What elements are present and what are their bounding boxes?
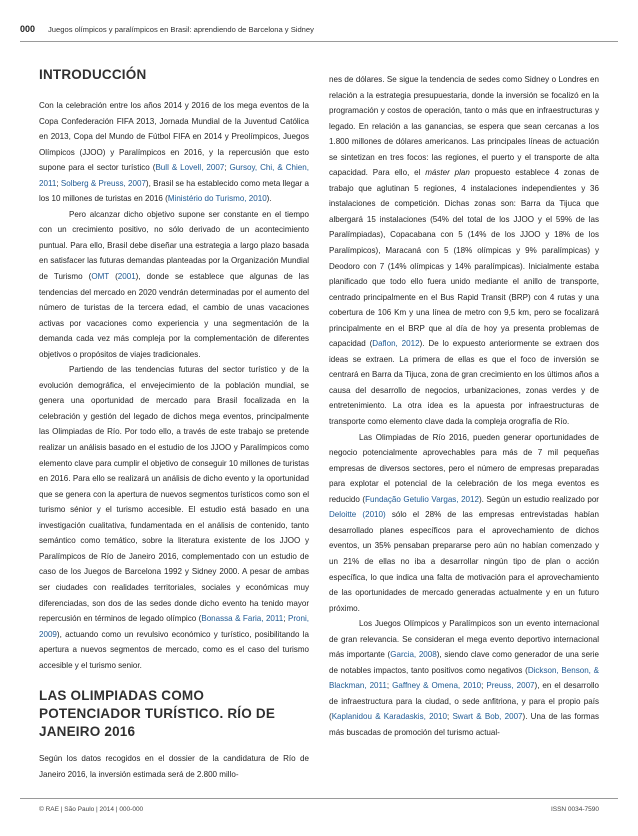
text-run: ; [446,712,453,722]
footer-divider [20,798,618,799]
right-column [329,72,599,741]
paragraph [39,207,309,362]
paragraph [39,98,309,207]
section-heading-introduccion: INTRODUCCIÓN [39,67,147,82]
page-number: 000 [20,24,36,34]
left-column [39,66,309,782]
citation-link[interactable]: 2001 [117,272,136,282]
text-run: ; [386,681,393,691]
section-heading-olimpiadas: LAS OLIMPIADAS COMO POTENCIADOR TURÍSTICO. RÍO DE JANEIRO 2016 [39,688,276,740]
text-run: ; [481,681,487,691]
footer-journal-info: © RAE | São Paulo | 2014 | 000-000 [39,806,144,813]
citation-link[interactable]: Fundação Getulio Vargas, 2012 [365,494,479,504]
footer-issn: ISSN 0034-7590 [550,806,599,813]
text-run: ), en el desarrollo de infraestructura para la ciudad, o sede anfitriona, y para el propio país ( [329,681,599,722]
text-run: nes de dólares. Se sigue la tendencia de sedes como Sidney o Londres en relación a la estrategia presupuestaria, donde la inversión se focalizó en la programación y costos de operación, tanto o más que en infraestructuras y legado. En relación a las ganancias, se espera que sean cercanas a los 1.800 millones de dólares americanos. Las principales líneas de actuación se sintetizan en tres focos: las regiones, el puerto y el transporte de alta capacidad. Para ello, el [329,75,599,178]
text-run: ). Según un estudio realizado por [478,494,599,504]
paragraph [329,616,599,740]
text-run: ; [283,614,288,624]
citation-link[interactable]: Proni, 2009 [39,614,309,639]
citation-link[interactable]: Deloitte (2010) [329,510,386,520]
text-run: propuesto establece 4 zonas de trabajo que aglutinan 5 regiones, 4 instalaciones independientes y 36 instalaciones de competición. Dichas zonas son: Barra da Tijuca que albergará 15 instalaciones (54% del total de los JJOO y el 59% de las Paralímpiadas), Copacabana con 5 (14% de los JJOO y 18% de los Paralímpicos), Maracaná con 5 (18% olímpicas y 9% paralímpicas) y Deodoro con 7 (14% olímpicas y 14% paralímpicas). Inicialmente estaba planificado que todo ello fuera unido mediante el anillo de transporte, centrado principalmente en el Bus Rapid Transit (BRP) con 4 rutas y una cobertura de 106 Km y una línea de metro con 9,5 km, pero se focalizará principalmente en el BRP que al día de hoy ya presenta problemas de capacidad ( [329,168,599,349]
text-run: Los Juegos Olímpicos y Paralímpicos son un evento internacional de gran relevancia. Se consideran el mega evento deportivo internacional más importante ( [329,619,599,660]
citation-link[interactable]: Dickson, Benson, & Blackman, 2011 [329,665,599,691]
citation-link[interactable]: Bonassa & Faria, 2011 [201,614,284,624]
citation-link[interactable]: Ministério do Turismo, 2010 [167,194,267,204]
paragraph [39,362,309,673]
text-run: ), actuando como un revulsivo económico y turístico, posibilitando la apertura a nuevos segmentos de mercado, como es el caso del turismo accesible y el turismo senior. [39,629,309,670]
text-run: ). [266,194,272,204]
page-footer [39,806,599,813]
emphasis-text: máster plan [425,168,470,178]
paragraph [329,430,599,617]
paragraph [329,72,599,430]
header-divider [20,41,618,42]
text-run: Según los datos recogidos en el dossier de la candidatura de Río de Janeiro 2016, la inversión estimada será de 2.800 millo- [39,754,309,779]
text-run: ). De lo expuesto anteriormente se extraen dos ideas se extraen. La primera de ellas es que el foco de inversión se centrará en Barra da Tijuca, zona de gran crecimiento en los últimos años a causa del desarrollo de negocios, urbanizaciones, zonas verdes y de entretenimiento. La otra idea es la apuesta por infraestructuras de transporte como elemento clave dada la compleja orografía de Río. [329,339,599,427]
text-run: ( [109,272,118,282]
text-run: Pero alcanzar dicho objetivo supone ser constante en el tiempo con un crecimiento positivo, no sólo derivado de un acontecimiento puntual. Para ello, Brasil debe diseñar una estrategia a largo plazo basada en satisfacer las futuras demandas planteadas por la Organización Mundial de Turismo ( [39,209,309,282]
text-run: ), donde se establece que algunas de las tendencias del mercado en 2020 vendrán determinadas por el aumento del número de turistas de la tercera edad, el cambio de unas vacaciones activas por vacaciones como experiencia y una segmentación de la demanda cada vez más compleja por la complementación de diferentes objetivos o propósitos de viajes tradicionales. [39,272,309,359]
citation-link[interactable]: Kaplanidou & Karadaskis, 2010 [331,712,447,722]
citation-link[interactable]: OMT [91,272,110,282]
text-run: ). Una de las formas más buscadas de promoción del turismo actual- [329,712,599,737]
text-run: ), siendo clave como generador de una serie de notables impactos, tanto positivos como negativos ( [329,650,600,675]
text-run: Las Olimpiadas de Río 2016, pueden generar oportunidades de negocio potencialmente aprovechables para más de 7 mil pequeñas empresas de diversos sectores, pero el número de empresas preparadas para explotar el potencial de la celebración de los mega eventos es reducido ( [329,432,599,504]
text-run: Con la celebración entre los años 2014 y 2016 de los mega eventos de la Copa Confederación FIFA 2013, Jornada Mundial de la Juventud Católica en 2013, Copa del Mundo de Fútbol FIFA en 2014 y Preolímpicos, Juegos Olímpicos (JJOO) y Paralímpicos en 2016, y la repercusión que esto supone para el sector turístico ( [39,101,309,173]
citation-link[interactable]: Daflon, 2012 [372,339,420,349]
text-run: sólo el 28% de las empresas entrevistadas habían desarrollado planes específicos para el aprovechamiento de dichos eventos, un 35% pensaban prepararse pero aún no habían comenzado y un 21% de ellas no iba a desarrollar ningún tipo de plan o acción específica, lo que indica una falta de motivación para el aprovechamiento de las oportunidades de mercado generadas actualmente y en un futuro próximo. [329,510,599,613]
citation-link[interactable]: Preuss, 2007 [486,681,535,691]
citation-link[interactable]: Solberg & Preuss, 2007 [60,178,146,188]
citation-link[interactable]: Bull & Lovell, 2007 [155,163,225,173]
citation-link[interactable]: Garcia, 2008 [390,650,437,660]
paragraph [39,751,309,782]
running-title: Juegos olímpicos y paralímpicos en Brasil: aprendiendo de Barcelona y Sidney [48,24,314,34]
citation-link[interactable]: Gursoy, Chi, & Chien, 2011 [39,163,309,188]
text-run: ), Brasil se ha establecido como meta llegar a los 10 millones de turistas en 2016 ( [39,178,309,204]
text-run: ; [224,163,230,173]
text-run: Partiendo de las tendencias futuras del sector turístico y de la evolución demográfica, el envejecimiento de la población mundial, se genera una oportunidad de mercado para Brasil focalizada en la celebración y gestión del legado de dichos mega eventos, principalmente las Olimpiadas de Río. Por todo ello, a través de este trabajo se pretende realizar un análisis basado en el estudio de los JJOO y Paralímpicos como elemento clave para cumplir el objetivo de conseguir 10 millones de turistas en 2016. Para ello se realizará un análisis de dicho evento y la oportunidad que se genera con la apertura de nuevos segmentos turísticos como son el turismo sénior y el turismo accesible. El estudio está basado en una investigación cualitativa, fundamentada en el análisis de contenido, tanto semántico como temático, sobre la literatura existente de los JJOO y Paralímpicos de Río de Janeiro 2016, complementado con un estudio de caso de los Juegos de Barcelona 1992 y Sidney 2000. A pesar de ambas ser ciudades con realidades territoriales, sociales y económicas muy diferenciadas, son dos de las sedes donde dicho evento ha tenido mayor repercusión en términos de legado olímpico ( [39,365,309,624]
citation-link[interactable]: Gaffney & Omena, 2010 [392,681,482,691]
citation-link[interactable]: Swart & Bob, 2007 [452,712,523,722]
text-run: ; [56,178,61,188]
running-header [20,22,618,36]
